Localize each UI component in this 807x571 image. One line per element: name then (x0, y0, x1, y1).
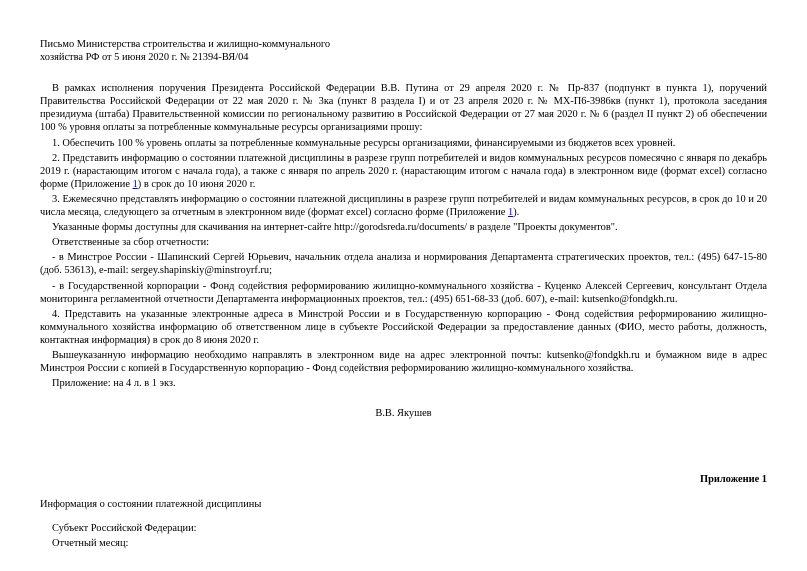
responsible-heading: Ответственные за сбор отчетности: (52, 237, 210, 249)
item-2-text-end: ) в срок до 10 июня 2020 г. (137, 178, 256, 190)
appendix-title: Информация о состоянии платежной дисциплины (40, 499, 262, 511)
appendix-fields (40, 522, 767, 550)
appendix-1-link[interactable]: 1 (508, 207, 514, 219)
signature: В.В. Якушев (375, 408, 432, 420)
item-4-paragraph: 4. Представить на указанные электронные адреса в Минстрой России и в Государственную корпорацию - Фонд содействия реформированию жилищно-коммунального хозяйства информацию об ответственном лице в субъекте Российской Федерации за предоставление данных (ФИО, место работы, должность, контактная информация) в срок до 8 июня 2020 г. (40, 308, 767, 346)
title-line-2: хозяйства РФ от 5 июня 2020 г. № 21394-ВЯ/04 (40, 52, 249, 64)
document-title (40, 38, 767, 64)
document (40, 38, 767, 552)
attachment-note: Приложение: на 4 л. в 1 экз. (52, 378, 176, 390)
responsible-fund: - в Государственной корпорации - Фонд содействия реформированию жилищно-коммунального хозяйства - Куценко Алексей Сергеевич, консультант Отдела мониторинга регламентной отчетности Департамента информационных проектов, тел.: (495) 651-68-33 (доб. 607), e-mail: kutsenko@fondgkh.ru. (40, 280, 767, 305)
item-3-text-end: ). (513, 207, 520, 219)
appendix-1-link[interactable]: 1 (132, 178, 138, 190)
item-1-paragraph: 1. Обеспечить 100 % уровень оплаты за потребленные коммунальные ресурсы организациями, финансируемыми из бюджетов всех уровней. (52, 137, 676, 149)
item-2-paragraph (40, 152, 767, 191)
responsible-minstroy: - в Минстрое России - Шапинский Сергей Юрьевич, начальник отдела анализа и нормирования Департамента стратегических проектов, тел.: (495) 647-15-80 (доб. 53613), e-mail: sergey.shapinskiy@minstroyrf.ru; (40, 252, 767, 277)
item-3-text: 3. Ежемесячно представлять информацию о состоянии платежной дисциплины в разрезе групп потребителей и видам коммунальных ресурсов, в срок до 10 и 20 числа месяца, следующего за отчетным в электронном виде (формат excel) согласно форме (Приложение (40, 193, 767, 219)
appendix-heading: Приложение 1 (699, 474, 767, 486)
intro-paragraph: В рамках исполнения поручения Президента Российской Федерации В.В. Путина от 29 апреля 2020 г. № Пр-837 (подпункт в пункта 1), поручений Правительства Российской Федерации от 22 мая 2020 г. № 3ка (пункт 8 раздела I) и от 23 апреля 2020 г. № МХ-П6-3986кв (пункт 1), протокола заседания президиума (штаба) Правительственной комиссии по региональному развитию в Российской Федерации от 27 мая 2020 г. № 6 (раздел II пункт 2) об обеспечении 100 % уровня оплаты за потребленные коммунальные ресурсы организациями прошу: (40, 83, 767, 134)
send-paragraph: Вышеуказанную информацию необходимо направлять в электронном виде на адрес электронной почты: kutsenko@fondgkh.ru и бумажном виде в адрес Минстроя России с копией в Государственную корпорацию - Фонд содействия реформированию жилищно-коммунального хозяйства. (40, 349, 767, 375)
forms-paragraph: Указанные формы доступны для скачивания на интернет-сайте http://gorodsreda.ru/documents/ в разделе "Проекты документов". (52, 222, 618, 234)
month-label: Отчетный месяц: (52, 537, 129, 549)
title-line-1: Письмо Министерства строительства и жилищно-коммунального (40, 39, 331, 50)
subject-label: Субъект Российской Федерации: (52, 522, 197, 534)
item-2-text: 2. Представить информацию о состоянии платежной дисциплины в разрезе групп потребителей и видов коммунальных ресурсов помесячно с января по декабрь 2019 г. (нарастающим итогом с начала года), а также с января по апрель 2020 г. (нарастающим итогом с начала года) в электронном виде (формат excel) согласно форме (Приложение (40, 152, 767, 190)
item-3-paragraph (40, 193, 767, 219)
